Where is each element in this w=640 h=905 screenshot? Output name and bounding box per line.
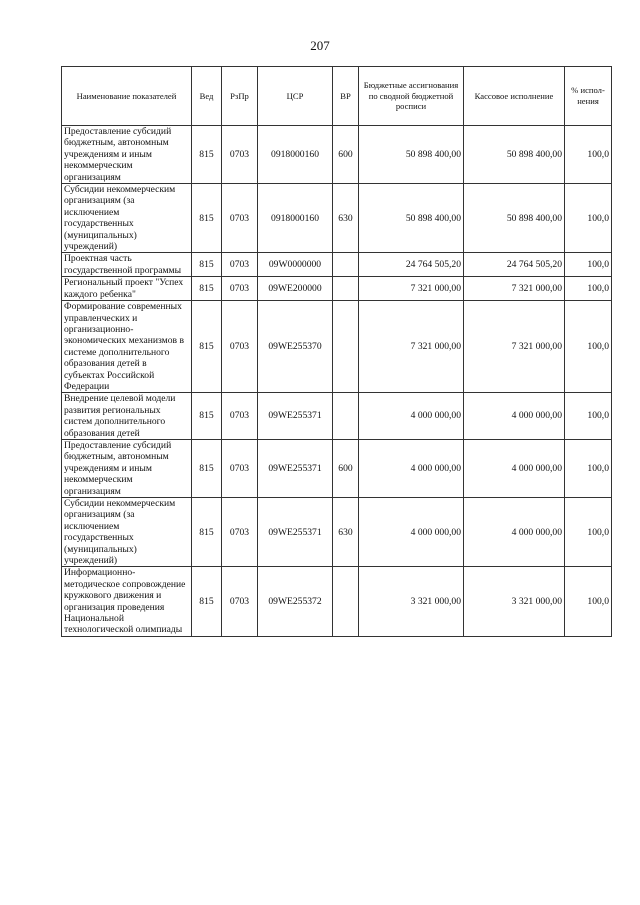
cell-budget: 50 898 400,00 (359, 184, 464, 253)
cell-ved: 815 (192, 253, 222, 277)
table-row (62, 567, 612, 636)
col-header-budget: Бюджетные ассигнования по сводной бюджетной росписи (359, 67, 464, 126)
cell-ved: 815 (192, 567, 222, 636)
cell-vr: 600 (333, 439, 359, 497)
table-row (62, 439, 612, 497)
cell-vr (333, 567, 359, 636)
cell-budget: 50 898 400,00 (359, 126, 464, 184)
cell-csr: 09WE255371 (258, 393, 333, 440)
cell-name: Информационно-методическое сопровождение кружкового движения и организация проведения Национальной технологической олимпиады (62, 567, 192, 636)
cell-budget: 4 000 000,00 (359, 498, 464, 567)
cell-pct: 100,0 (565, 301, 612, 393)
table-row (62, 184, 612, 253)
col-header-rzpr: РзПр (222, 67, 258, 126)
col-header-vr: ВР (333, 67, 359, 126)
cell-csr: 09WE200000 (258, 277, 333, 301)
col-header-pct: % испол-нения (565, 67, 612, 126)
cell-pct: 100,0 (565, 126, 612, 184)
cell-csr: 09W0000000 (258, 253, 333, 277)
table-row (62, 253, 612, 277)
cell-pct: 100,0 (565, 184, 612, 253)
cell-name: Предоставление субсидий бюджетным, автономным учреждениям и иным некоммерческим организациям (62, 126, 192, 184)
cell-vr (333, 277, 359, 301)
cell-csr: 09WE255371 (258, 498, 333, 567)
cell-cash: 4 000 000,00 (464, 439, 565, 497)
table-row (62, 393, 612, 440)
cell-name: Региональный проект "Успех каждого ребенка" (62, 277, 192, 301)
col-header-cash: Кассовое исполнение (464, 67, 565, 126)
cell-rzpr: 0703 (222, 126, 258, 184)
table-row (62, 277, 612, 301)
cell-rzpr: 0703 (222, 184, 258, 253)
cell-cash: 7 321 000,00 (464, 277, 565, 301)
cell-csr: 09WE255372 (258, 567, 333, 636)
table-row (62, 126, 612, 184)
cell-name: Формирование современных управленческих и организационно-экономических механизмов в системе дополнительного образования детей в субъектах Российской Федерации (62, 301, 192, 393)
cell-budget: 7 321 000,00 (359, 277, 464, 301)
cell-vr: 600 (333, 126, 359, 184)
cell-rzpr: 0703 (222, 393, 258, 440)
cell-budget: 4 000 000,00 (359, 393, 464, 440)
cell-cash: 4 000 000,00 (464, 498, 565, 567)
cell-rzpr: 0703 (222, 277, 258, 301)
table-header-row (62, 67, 612, 126)
cell-cash: 50 898 400,00 (464, 184, 565, 253)
cell-pct: 100,0 (565, 498, 612, 567)
cell-csr: 0918000160 (258, 126, 333, 184)
cell-pct: 100,0 (565, 253, 612, 277)
cell-cash: 7 321 000,00 (464, 301, 565, 393)
cell-pct: 100,0 (565, 277, 612, 301)
cell-vr: 630 (333, 498, 359, 567)
col-header-name: Наименование показателей (62, 67, 192, 126)
cell-cash: 24 764 505,20 (464, 253, 565, 277)
cell-csr: 09WE255370 (258, 301, 333, 393)
cell-pct: 100,0 (565, 567, 612, 636)
table-body (62, 126, 612, 637)
cell-budget: 7 321 000,00 (359, 301, 464, 393)
cell-cash: 4 000 000,00 (464, 393, 565, 440)
cell-pct: 100,0 (565, 439, 612, 497)
cell-name: Внедрение целевой модели развития региональных систем дополнительного образования детей (62, 393, 192, 440)
cell-rzpr: 0703 (222, 567, 258, 636)
cell-rzpr: 0703 (222, 253, 258, 277)
cell-ved: 815 (192, 393, 222, 440)
page-number: 207 (310, 38, 330, 53)
col-header-csr: ЦСР (258, 67, 333, 126)
cell-vr (333, 393, 359, 440)
table-row (62, 301, 612, 393)
cell-csr: 09WE255371 (258, 439, 333, 497)
cell-pct: 100,0 (565, 393, 612, 440)
cell-cash: 3 321 000,00 (464, 567, 565, 636)
cell-cash: 50 898 400,00 (464, 126, 565, 184)
cell-vr (333, 253, 359, 277)
cell-budget: 4 000 000,00 (359, 439, 464, 497)
cell-budget: 24 764 505,20 (359, 253, 464, 277)
cell-budget: 3 321 000,00 (359, 567, 464, 636)
col-header-ved: Вед (192, 67, 222, 126)
table-row (62, 498, 612, 567)
budget-execution-table (61, 66, 612, 637)
cell-name: Субсидии некоммерческим организациям (за исключением государственных (муниципальных) учреждений) (62, 498, 192, 567)
cell-csr: 0918000160 (258, 184, 333, 253)
cell-name: Субсидии некоммерческим организациям (за исключением государственных (муниципальных) учреждений) (62, 184, 192, 253)
cell-ved: 815 (192, 439, 222, 497)
cell-ved: 815 (192, 277, 222, 301)
cell-rzpr: 0703 (222, 439, 258, 497)
cell-vr: 630 (333, 184, 359, 253)
cell-ved: 815 (192, 184, 222, 253)
cell-ved: 815 (192, 498, 222, 567)
cell-rzpr: 0703 (222, 498, 258, 567)
cell-vr (333, 301, 359, 393)
cell-ved: 815 (192, 126, 222, 184)
cell-name: Проектная часть государственной программы (62, 253, 192, 277)
cell-name: Предоставление субсидий бюджетным, автономным учреждениям и иным некоммерческим организациям (62, 439, 192, 497)
cell-rzpr: 0703 (222, 301, 258, 393)
cell-ved: 815 (192, 301, 222, 393)
